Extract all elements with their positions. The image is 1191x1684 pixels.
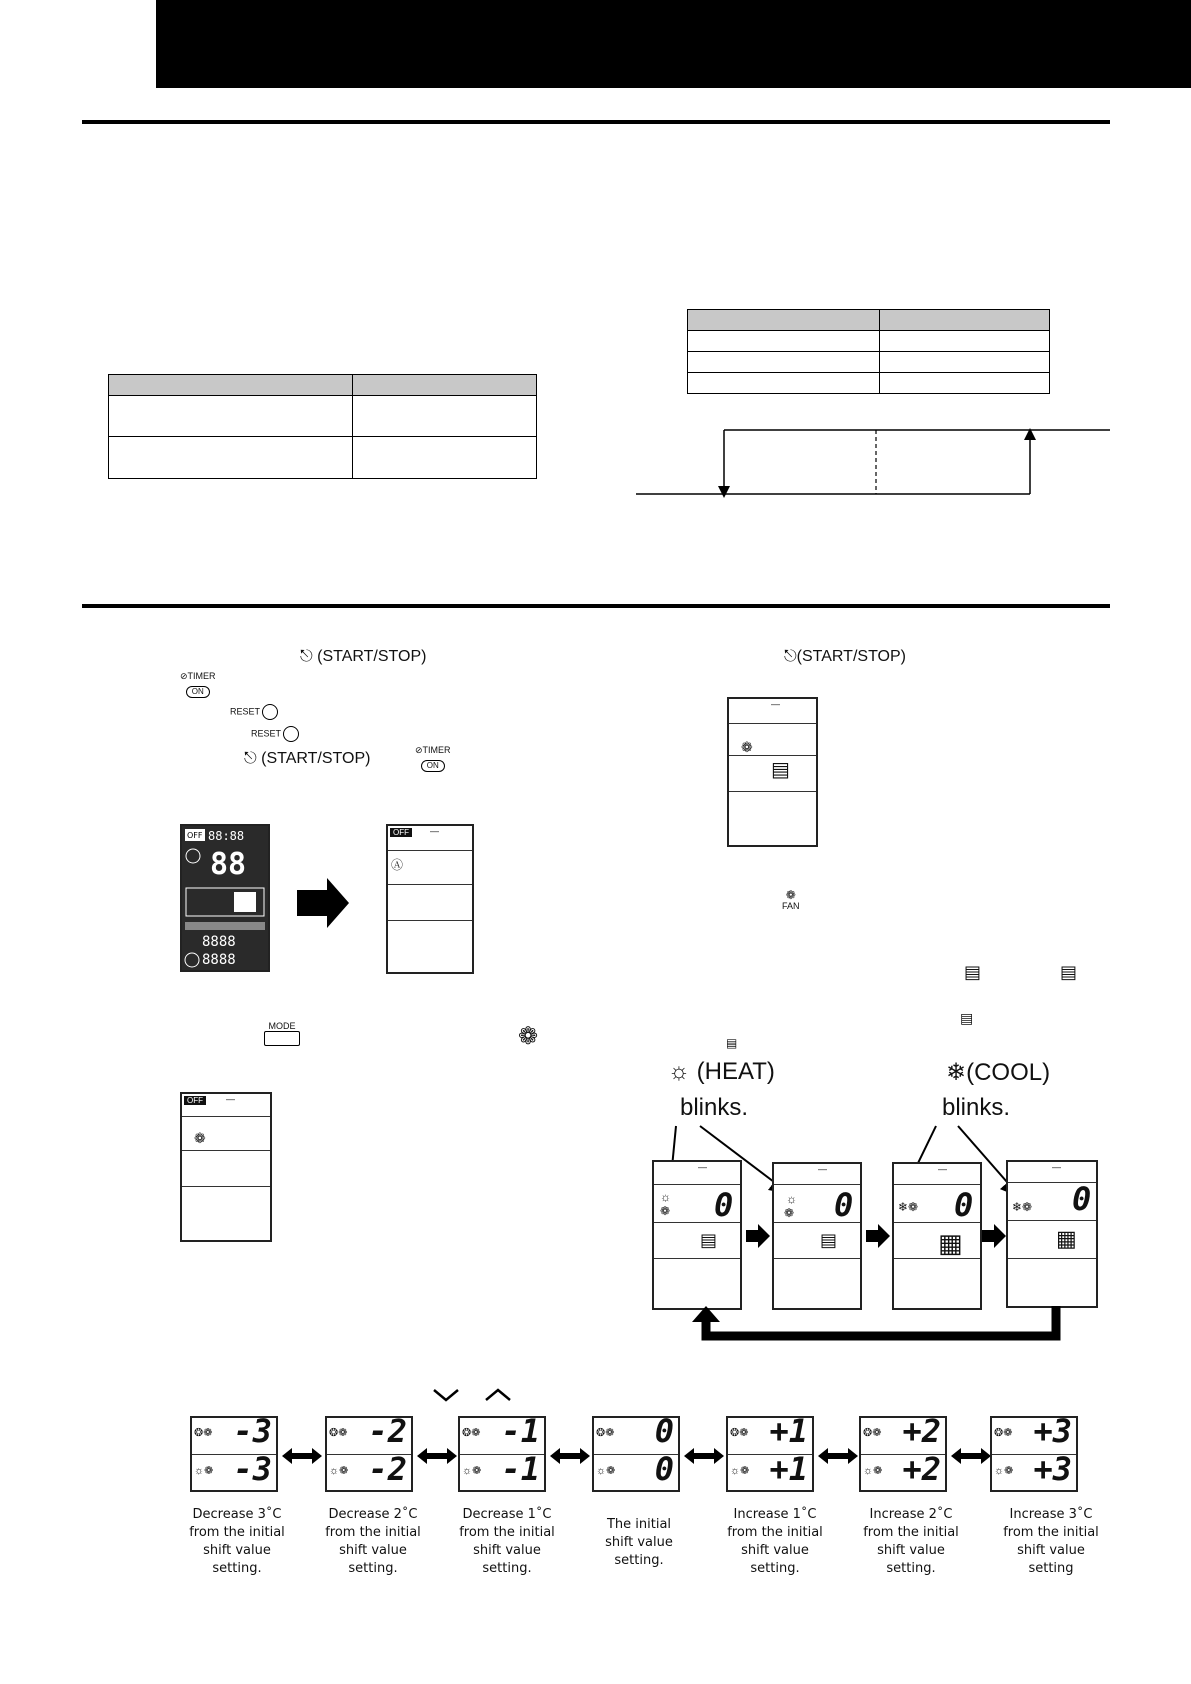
table-row [688,373,1050,394]
heat-fan-icon: ☼❁ [462,1465,482,1477]
reset-button-icon [262,704,278,720]
power-icon: ⎋ [300,648,313,665]
shift-caption: Increase 2˚C from the initial shift value setting. [863,1507,959,1576]
shift-value: +1 [769,1412,808,1450]
louver-icon: ▤ [960,1010,974,1026]
lcd-after-reset [386,824,474,974]
timer-key-top: ⊘TIMER [180,671,216,681]
lcd-value: 0 [1072,1180,1092,1218]
cool-fan-icon: ❂❁ [596,1427,615,1439]
mode-key[interactable] [264,1022,300,1051]
shift-value: -1 [501,1450,540,1488]
shift-value: 0 [654,1412,674,1450]
auto-mode-icon: Ⓐ [391,858,404,872]
lcd-off-badge: OFF [184,1096,206,1105]
shift-caption: Decrease 1˚C from the initial shift value setting. [459,1507,555,1576]
lcd-fan-mode [180,1092,272,1242]
lcd-dash: — [430,826,439,836]
shift-value: +2 [902,1450,941,1488]
lcd-dash: — [1052,1162,1061,1172]
lcd-all-segments-art [182,826,268,970]
table-row [109,437,537,479]
cool-icon: ❄❁ [898,1200,919,1214]
startstop-line-2 [244,750,370,768]
fan-icon: ❁ [518,1023,539,1050]
fan-icon: ❁ [194,1130,206,1146]
next-arrow-icon [982,1224,1006,1248]
cool-label: ❄(COOL) [946,1059,1051,1086]
shift-value: +1 [769,1450,808,1488]
section-rule-middle [82,604,1110,608]
louver-icon: ▤ [771,759,790,781]
bidirectional-arrow-icon [684,1446,724,1466]
startstop-label: (START/STOP) [796,648,906,665]
shift-display [592,1412,680,1492]
startstop-label: (START/STOP) [261,750,371,767]
shift-caption: Decrease 3˚C from the initial shift value setting. [189,1507,285,1576]
lcd-mode-cycle-3 [892,1162,982,1310]
cool-blinks-label: blinks. [942,1094,1011,1121]
timer-key-top: ⊘TIMER [415,745,451,755]
shift-value: -2 [368,1412,407,1450]
cool-icon: ❄❁ [1012,1200,1033,1214]
cool-fan-icon: ❂❁ [863,1427,882,1439]
mode-key-body [264,1031,300,1046]
transition-arrow-icon [297,878,349,928]
timing-diagram [636,424,1112,500]
shift-value: -3 [233,1450,272,1488]
down-up-buttons[interactable] [432,1388,512,1404]
lcd-running [727,697,818,847]
table-row [688,352,1050,373]
mode-key-label: MODE [268,1021,296,1031]
next-arrow-icon [746,1224,770,1248]
shift-value: +2 [902,1412,941,1450]
shift-display [190,1412,278,1492]
shift-value: +3 [1033,1412,1072,1450]
shift-value: -1 [501,1412,540,1450]
louver-icon: ▤ [964,962,982,982]
bidirectional-arrow-icon [951,1446,991,1466]
startstop-line-1 [300,648,426,666]
heat-fan-icon: ☼❁ [730,1465,750,1477]
bidirectional-arrow-icon [550,1446,590,1466]
cool-fan-icon: ❂❁ [994,1427,1013,1439]
lcd-value: 0 [834,1186,854,1224]
fan-icon: ❁ [784,1206,795,1220]
shift-caption: Increase 1˚C from the initial shift value setting. [727,1507,823,1576]
table-header-row [688,310,1050,331]
bidirectional-arrow-icon [417,1446,457,1466]
heat-icon: ☼ [786,1192,797,1206]
svg-text:88: 88 [210,847,247,882]
timer-on-key[interactable] [180,672,216,699]
timer-key-label: ON [186,686,210,698]
fan-icon: ❁ [660,1204,671,1218]
shift-display [325,1412,413,1492]
table-row [109,396,537,437]
lcd-dash: — [938,1164,947,1174]
cool-fan-icon: ❂❁ [329,1427,348,1439]
louver-icon: ▤ [1060,962,1078,982]
lcd-mode-cycle-4 [1006,1160,1098,1308]
shift-caption: Increase 3˚C from the initial shift value setting [1003,1507,1099,1576]
heat-fan-icon: ☼❁ [329,1465,349,1477]
header-bar [156,0,1191,88]
lcd-off-badge: OFF [390,828,412,837]
lcd-mode-cycle-1 [652,1160,742,1310]
louver-icon: ▤ [700,1230,718,1250]
shift-display [458,1412,546,1492]
shift-display [726,1412,814,1492]
svg-text:OFF: OFF [187,831,203,840]
reset-button-icon [283,726,299,742]
fan-icon: ❁ [741,739,753,755]
cool-icon: ❄ [946,1059,967,1086]
shift-caption: Decrease 2˚C from the initial shift value setting. [325,1507,421,1576]
lcd-dash: — [226,1094,235,1104]
shift-value: +3 [1033,1450,1072,1488]
reset-label: RESET [230,706,260,717]
louver-icon: ▦ [1056,1226,1077,1251]
cool-fan-icon: ❂❁ [194,1427,213,1439]
timer-key-label: ON [421,760,445,772]
lcd-mode-cycle-2 [772,1162,862,1310]
chevron-up-icon [486,1390,510,1400]
heat-label: ☼ (HEAT) [668,1058,775,1085]
lcd-value: 0 [714,1186,734,1224]
startstop-line-3 [784,648,906,666]
heat-fan-icon: ☼❁ [194,1465,214,1477]
svg-text:8888: 8888 [202,934,236,950]
lcd-dash: — [698,1162,707,1172]
shift-value: -3 [233,1412,272,1450]
svg-text:88:88: 88:88 [208,829,245,843]
power-icon: ⎋ [244,750,257,767]
svg-text:8888: 8888 [202,952,236,968]
shift-display [859,1412,947,1492]
heat-fan-icon: ☼❁ [863,1465,883,1477]
heat-icon: ☼ [668,1058,690,1085]
cool-fan-icon: ❂❁ [462,1427,481,1439]
timer-on-key-2[interactable] [415,746,451,773]
fan-key-label: FAN [782,901,800,911]
startstop-label: (START/STOP) [317,648,427,665]
table-row [688,331,1050,352]
shift-caption: The initial shift value setting. [605,1517,673,1568]
reset-key-2[interactable] [251,726,299,742]
reset-label: RESET [251,728,281,739]
settings-table-right [687,309,1050,394]
shift-value: -2 [368,1450,407,1488]
fan-key[interactable] [782,890,800,911]
table-header-row [109,375,537,396]
louver-icon: ▤ [726,1036,738,1050]
heat-fan-icon: ☼❁ [596,1465,616,1477]
lcd-dash: — [818,1164,827,1174]
chevron-down-icon [434,1390,458,1400]
shift-display [990,1412,1078,1492]
heat-fan-icon: ☼❁ [994,1465,1014,1477]
reset-key-1[interactable] [230,704,278,720]
louver-icon: ▦ [938,1228,963,1258]
settings-table-left [108,374,537,479]
heat-blinks-label: blinks. [680,1094,749,1121]
heat-icon: ☼ [660,1190,671,1204]
lcd-all-segments [180,824,270,972]
bidirectional-arrow-icon [282,1446,322,1466]
cool-fan-icon: ❂❁ [730,1427,749,1439]
section-rule-top [82,120,1110,124]
power-icon: ⎋ [784,648,797,665]
next-arrow-icon [866,1224,890,1248]
lcd-value: 0 [954,1186,974,1224]
bidirectional-arrow-icon [818,1446,858,1466]
shift-value: 0 [654,1450,674,1488]
lcd-dash: — [771,699,780,709]
louver-icon: ▤ [820,1230,838,1250]
loop-back-arrow [684,1306,1068,1346]
fan-key-icon: ❁ [785,888,796,902]
